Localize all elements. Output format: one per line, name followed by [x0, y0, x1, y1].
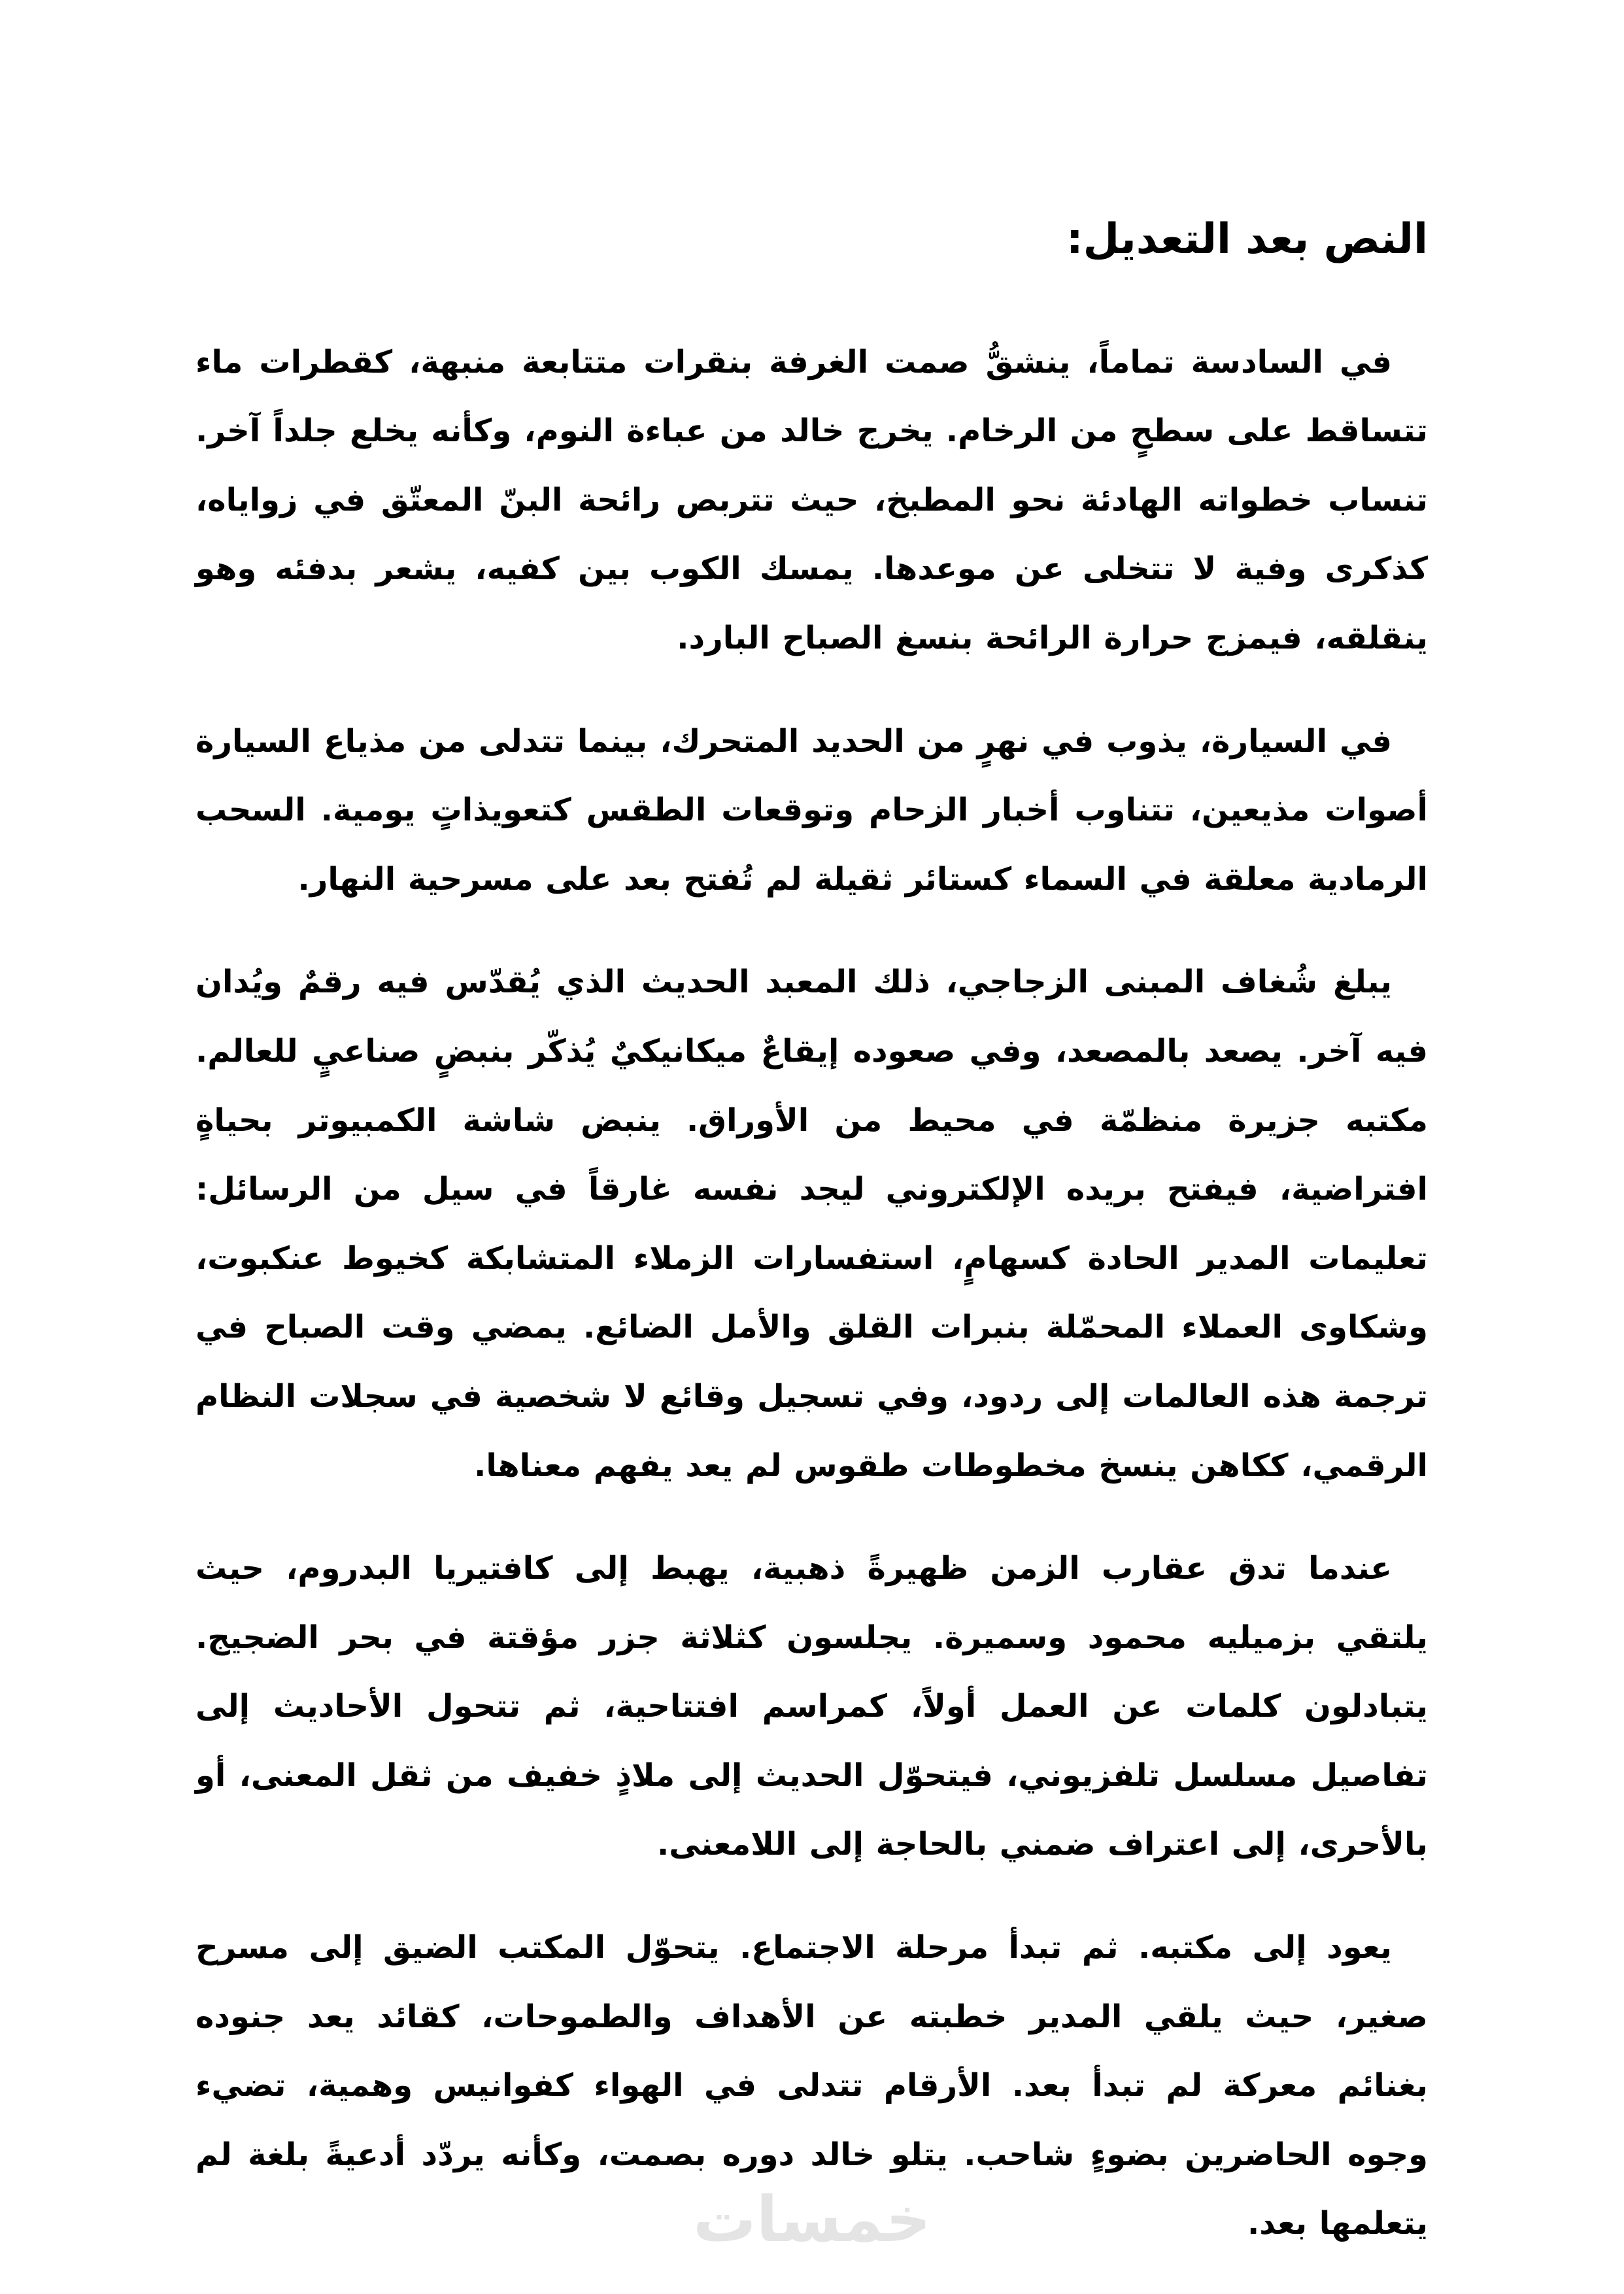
- paragraph-meeting: يعود إلى مكتبه. ثم تبدأ مرحلة الاجتماع. يتحوّل المكتب الضيق إلى مسرح صغير، حيث يلقي المدير خطبته عن الأهداف والطموحات، كقائد يعد جنوده بغنائم معركة لم تبدأ بعد. الأرقام تتدلى في الهواء كفوانيس وهمية، تضيء وجوه الحاضرين بضوءٍ شاحب. يتلو خالد دوره بصمت، وكأنه يردّد أدعيةً بلغة لم يتعلمها بعد.: [195, 1929, 1428, 2242]
- document-content: [195, 211, 1428, 2293]
- paragraph-car-commute: في السيارة، يذوب في نهرٍ من الحديد المتحرك، بينما تتدلى من مذياع السيارة أصوات مذيعين، تتناوب أخبار الزحام وتوقعات الطقس كتعويذاتٍ يومية. السحب الرمادية معلقة في السماء كستائر ثقيلة لم تُفتح بعد على مسرحية النهار.: [195, 722, 1428, 898]
- paragraph-cafeteria-break: عندما تدق عقارب الزمن ظهيرةً ذهبية، يهبط إلى كافتيريا البدروم، حيث يلتقي بزميليه محمود وسميرة. يجلسون كثلاثة جزر مؤقتة في بحر الضجيج. يتبادلون كلمات عن العمل أولاً، كمراسم افتتاحية، ثم تتحول الأحاديث إلى تفاصيل مسلسل تلفزيوني، فيتحوّل الحديث إلى ملاذٍ خفيف من ثقل المعنى، أو بالأحرى، إلى اعتراف ضمني بالحاجة إلى اللامعنى.: [195, 1550, 1428, 1863]
- paragraph-office-building: يبلغ شُغاف المبنى الزجاجي، ذلك المعبد الحديث الذي يُقدّس فيه رقمٌ ويُدان فيه آخر. يصعد بالمصعد، وفي صعوده إيقاعٌ ميكانيكيٌ يُذكّر بنبضٍ صناعيٍ للعالم. مكتبه جزيرة منظمّة في محيط من الأوراق. ينبض شاشة الكمبيوتر بحياةٍ افتراضية، فيفتح بريده الإلكتروني ليجد نفسه غارقاً في سيل من الرسائل: تعليمات المدير الحادة كسهامٍ، استفسارات الزملاء المتشابكة كخيوط عنكبوت، وشكاوى العملاء المحمّلة بنبرات القلق والأمل الضائع. يمضي وقت الصباح في ترجمة هذه العالمات إلى ردود، وفي تسجيل وقائع لا شخصية في سجلات النظام الرقمي، ككاهن ينسخ مخطوطات طقوس لم يعد يفهم معناها.: [195, 964, 1428, 1484]
- khamsat-watermark-logo: خمسات: [693, 2183, 931, 2256]
- paragraph-morning-routine: في السادسة تماماً، ينشقُّ صمت الغرفة بنقرات متتابعة منبهة، كقطرات ماء تتساقط على سطحٍ من الرخام. يخرج خالد من عباءة النوم، وكأنه يخلع جلداً آخر. تنساب خطواته الهادئة نحو المطبخ، حيث تتربص رائحة البنّ المعتّق في زواياه، كذكرى وفية لا تتخلى عن موعدها. يمسك الكوب بين كفيه، يشعر بدفئه وهو ينقلقه، فيمزج حرارة الرائحة بنسغ الصباح البارد.: [195, 343, 1428, 656]
- page-title: النص بعد التعديل:: [1066, 215, 1428, 263]
